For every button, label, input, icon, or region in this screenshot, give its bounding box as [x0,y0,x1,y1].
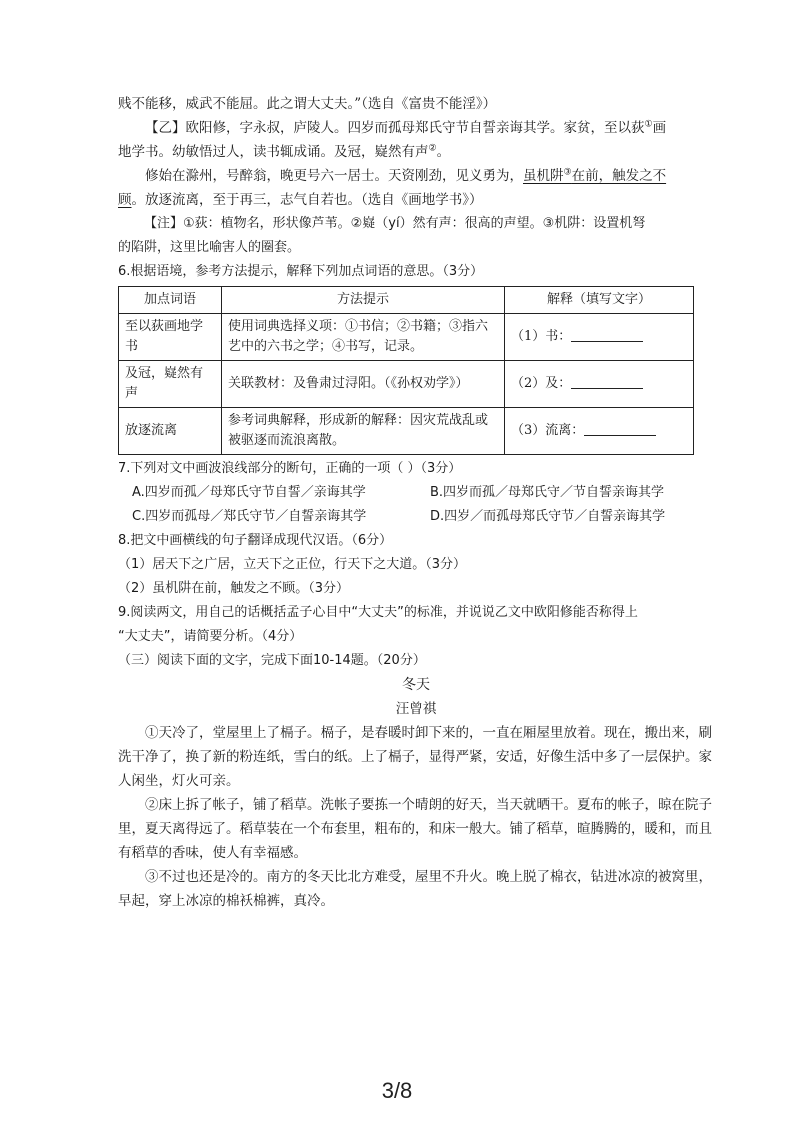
q6-header-answer: 解释（填写文字） [505,287,694,314]
passage-yi-text: 修始在滁州，号醉翁，晚更号六一居士。天资刚劲，见义勇为， [145,168,523,184]
passage-jia-end: 贱不能移，威武不能屈。此之谓大丈夫。”（选自《富贵不能淫》） [118,96,497,112]
underlined-text: 虽机阱 [523,168,564,184]
q6-row [119,314,694,361]
q6-answer-cell [505,361,694,408]
q8-stem: 8.把文中画横线的句子翻译成现代汉语。（6分） [118,533,393,548]
q9-line2: “大丈夫”，请简要分析。（4分） [118,629,303,644]
passage-yi-line3 [118,164,714,188]
underlined-text: 在前，触发之不 [571,168,667,184]
q6-answer-cell [505,408,694,455]
passage-yi-line1 [118,116,714,140]
q6-header-row [119,287,694,314]
q6-answer-label: （1）书： [511,329,572,344]
answer-blank[interactable] [571,374,643,389]
q6-answer-cell [505,314,694,361]
passage-yi-text: 。 [436,144,451,160]
essay-paragraph-3: ③不过也还是冷的。南方的冬天比北方难受，屋里不升火。晚上脱了棉衣，钻进冰凉的被窝里，早起，穿上冰凉的棉袄棉裤，真冷。 [118,869,712,909]
q6-stem: 6.根据语境，参考方法提示，解释下列加点词语的意思。（3分） [118,264,484,279]
q7-option-d[interactable]: D.四岁／而孤母郑氏守节／自誓亲诲其学 [430,509,666,524]
q6-header-word: 加点词语 [119,287,222,314]
q7-option-a[interactable]: A.四岁而孤／母郑氏守节自誓／亲诲其学 [132,485,366,500]
q6-row [119,408,694,455]
underlined-text: 顾 [118,192,132,208]
q7-stem: 7.下列对文中画波浪线部分的断句，正确的一项（ ）（3分） [118,461,462,476]
answer-blank[interactable] [584,421,656,436]
q6-hint: 关联教材：及鲁肃过浔阳。（《孙权劝学》） [222,361,505,408]
q6-word: 放逐流离 [119,408,222,455]
q9-line1: 9.阅读两文，用自己的话概括孟子心目中“大丈夫”的标准，并说说乙文中欧阳修能否称得上 [118,605,638,620]
q6-answer-label: （2）及： [511,376,572,391]
passage-yi-line4 [118,188,714,212]
passage-yi-text: 画 [652,120,667,136]
q8-item-1: （1）居天下之广居，立天下之正位，行天下之大道。（3分） [118,557,467,572]
q8-item-2: （2）虽机阱在前，触发之不顾。（3分） [118,581,350,596]
q6-table [118,286,694,455]
note-line1: 【注】①荻：植物名，形状像芦苇。②嶷（yí）然有声：很高的声望。③机阱：设置机弩 [144,216,646,231]
q6-header-hint: 方法提示 [222,287,505,314]
q7-options [118,481,714,529]
q6-word: 及冠，嶷然有声 [119,361,222,408]
footnote-marker: ② [428,143,437,154]
essay-paragraph-1: ①天冷了，堂屋里上了槅子。槅子，是春暖时卸下来的，一直在厢屋里放着。现在，搬出来，刷洗干净了，换了新的粉连纸，雪白的纸。上了槅子，显得严紧，安适，好像生活中多了一层保护。家人闲坐，灯火可亲。 [118,725,712,789]
underlined-sentence [523,168,666,184]
essay-author: 汪曾祺 [395,701,437,717]
passage-yi-line2 [118,140,714,164]
passage-yi-text: 地学书。幼敏悟过人，读书辄成诵。及冠，嶷然有声 [118,144,429,160]
q6-word: 至以荻画地学书 [119,314,222,361]
q6-hint: 参考词典解释，形成新的解释：因灾荒战乱或被驱逐而流浪离散。 [222,408,505,455]
note-line2: 的陷阱，这里比喻害人的圈套。 [118,240,301,255]
q7-option-b[interactable]: B.四岁而孤／母郑氏守／节自誓亲诲其学 [430,485,665,500]
essay-title: 冬天 [402,677,430,693]
footnote-marker: ③ [563,167,572,178]
section-3-heading: （三）阅读下面的文字，完成下面10-14题。（20分） [118,653,426,668]
passage-yi-text: 。放逐流离，至于再三，志气自若也。（选自《画地学书》） [131,192,483,208]
essay-paragraph-2: ②床上拆了帐子，铺了稻草。洗帐子要拣一个晴朗的好天，当天就晒干。夏布的帐子，晾在院子里，夏天离得远了。稻草装在一个布套里，粗布的，和床一般大。铺了稻草，暄腾腾的，暖和，而且有稻草的香味，使人有幸福感。 [118,797,712,861]
q6-hint: 使用词典选择义项：①书信；②书籍；③指六艺中的六书之学；④书写，记录。 [222,314,505,361]
footnote-marker: ① [644,119,653,130]
passage-yi-text: 【乙】欧阳修，字永叔，庐陵人。四岁而孤母郑氏守节自誓亲诲其学。家贫，至以荻 [145,120,645,136]
page-number: 3/8 [381,1078,413,1103]
q6-answer-label: （3）流离： [511,423,585,438]
answer-blank[interactable] [571,327,643,342]
q7-option-c[interactable]: C.四岁而孤母／郑氏守节／自誓亲诲其学 [132,509,367,524]
q6-row [119,361,694,408]
exam-page [118,92,714,913]
